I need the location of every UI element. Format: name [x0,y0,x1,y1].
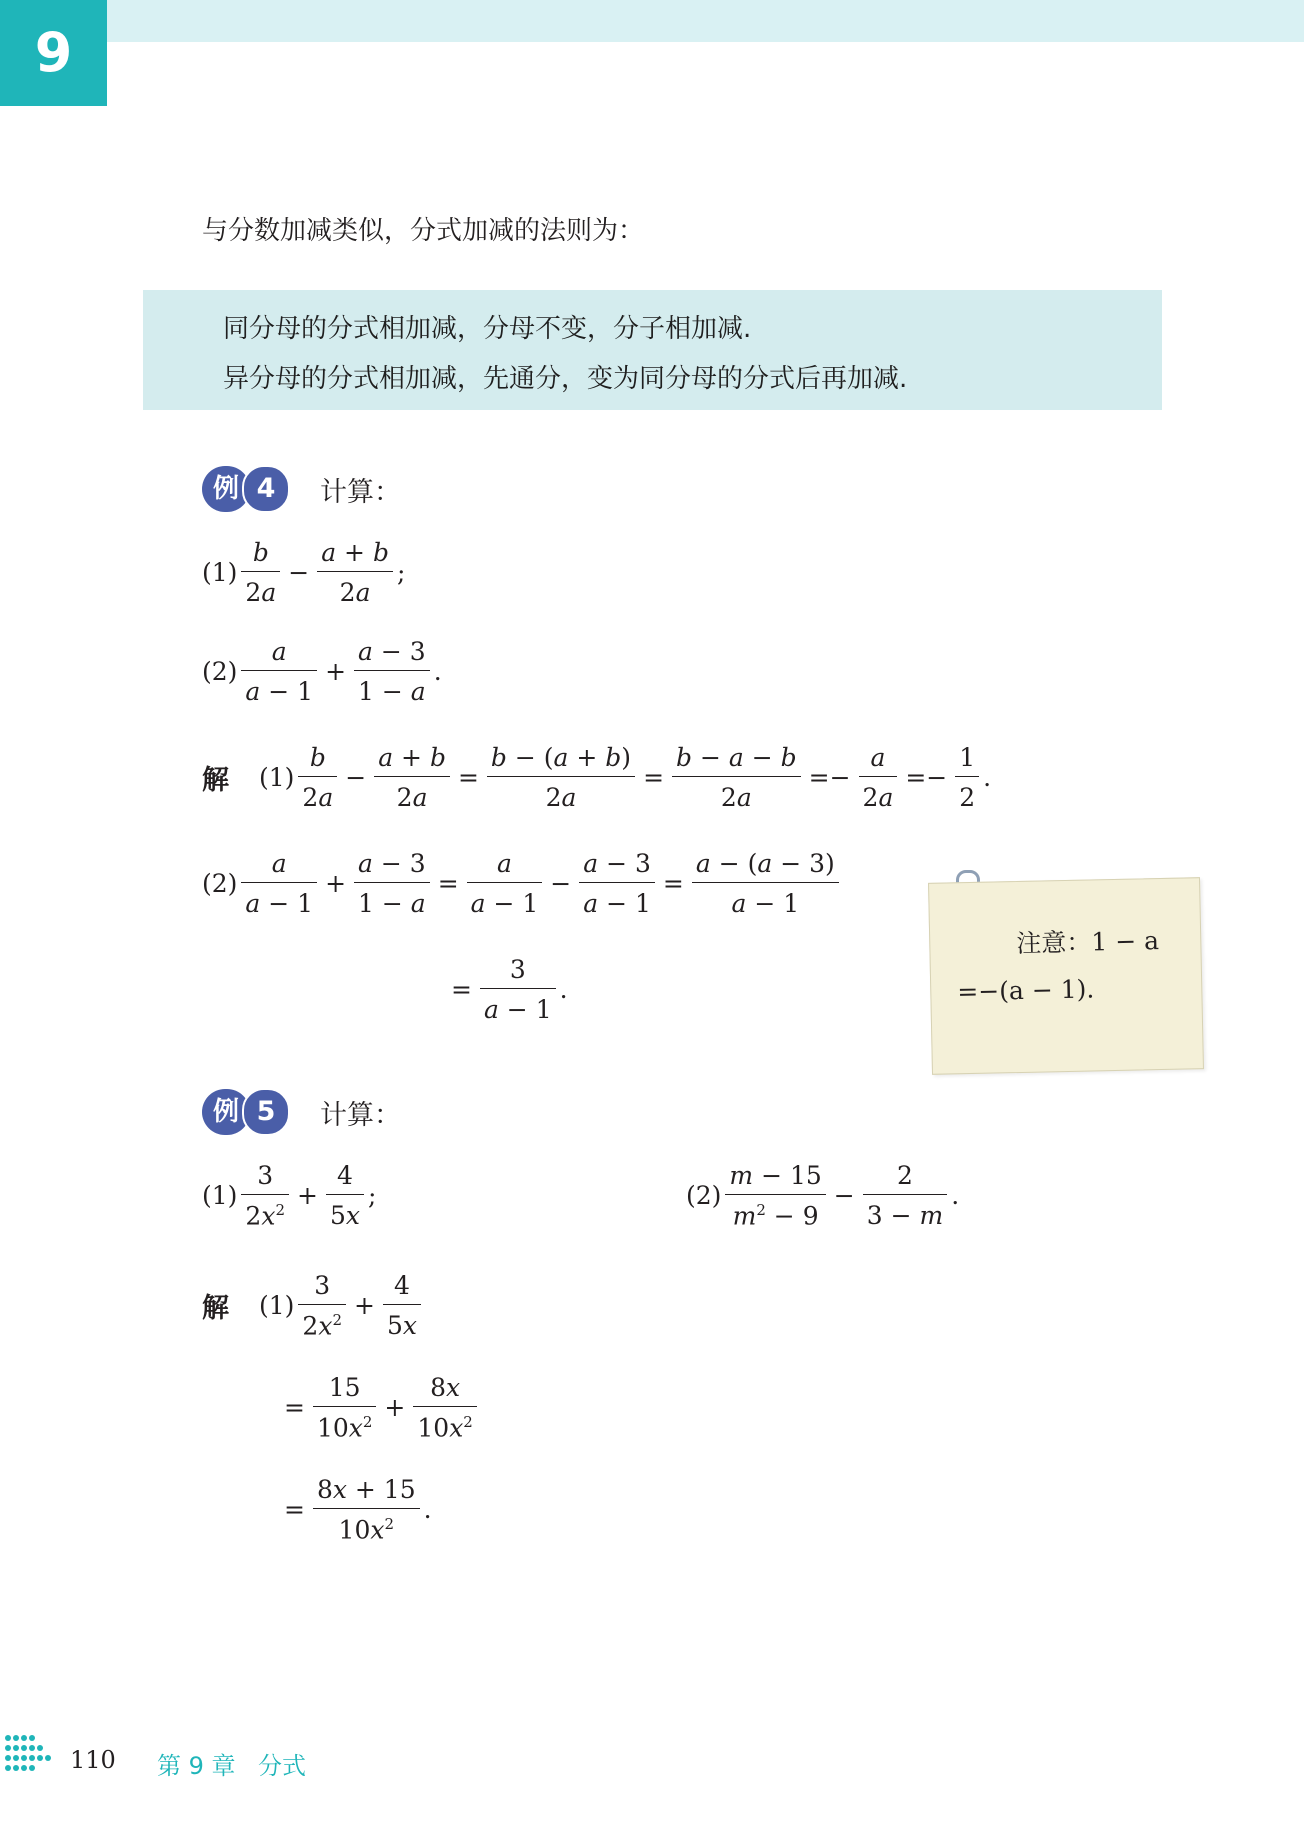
ex4-solution-2-result: = $\frac{3}{a - 1}$ . [451,955,568,1024]
problem-index: (2) [202,657,238,686]
footer-dots-icon [2,1728,62,1778]
ex5-solution-result: = $\frac{8x + 15}{10x^2}$ . [284,1475,432,1545]
ex4-problem-1: (1) $\frac{b}{2a}$ − $\frac{a + b}{2a}$ ; [202,538,406,607]
rule-box [143,290,1162,410]
top-banner [107,0,1304,42]
example-4-header [202,465,401,513]
problem-index: (2) [202,869,238,898]
example-task: 计算： [320,476,401,508]
problem-index: (1) [202,558,238,587]
note-card [928,877,1204,1075]
footer-chapter: 第 9 章 [157,1752,236,1780]
ex4-solution-1: 解 (1) $\frac{b}{2a}$ − $\frac{a + b}{2a}$ = $\frac{b - (a + b)}{2a}$ = $\frac{b - a - b}{2a}$ =− $\frac{a}{2a}$ =− $\frac{1}{2}$ . [202,743,992,812]
note-line-1: 注意：1 − a [1016,926,1160,959]
example-number: 5 [242,1088,290,1136]
problem-index: (1) [259,1291,295,1321]
solution-label: 解 [202,765,229,796]
example-label: 例 [202,466,250,512]
ex5-problem-1: (1) $\frac{3}{2x^2}$ + $\frac{4}{5x}$ ; [202,1161,377,1231]
problem-index: (1) [202,1181,238,1211]
problem-index: (1) [259,763,295,792]
ex5-problem-2: (2) $\frac{m - 15}{m^2 - 9}$ − $\frac{2}{3 - m}$ . [686,1161,960,1231]
ex4-solution-2: (2) $\frac{a}{a - 1}$ + $\frac{a - 3}{1 - a}$ = $\frac{a}{a - 1}$ − $\frac{a - 3}{a - 1}$ = $\frac{a - (a - 3)}{a - 1}$ [202,849,843,918]
problem-index: (2) [686,1181,722,1211]
ex5-solution-step-2: = $\frac{15}{10x^2}$ + $\frac{8x}{10x^2}$ [280,1373,481,1442]
chapter-tab: 9 [0,0,107,106]
intro-text: 与分数加减类似，分式加减的法则为： [202,216,645,246]
page-number: 110 [70,1746,116,1774]
ex4-problem-2: (2) $\frac{a}{a - 1}$ + $\frac{a - 3}{1 - a}$ . [202,637,442,706]
example-task: 计算： [320,1099,401,1131]
solution-label: 解 [202,1293,229,1325]
note-line-2: =−(a − 1). [957,974,1095,1007]
rule-different-denominator: 异分母的分式相加减，先通分，变为同分母的分式后再加减. [223,364,908,394]
rule-same-denominator: 同分母的分式相加减，分母不变，分子相加减. [223,314,752,344]
example-5-header [202,1088,401,1136]
example-number: 4 [242,465,290,513]
ex5-solution-1: 解 (1) $\frac{3}{2x^2}$ + $\frac{4}{5x}$ [202,1271,425,1340]
footer-title: 分式 [258,1752,306,1780]
example-label: 例 [202,1089,250,1135]
